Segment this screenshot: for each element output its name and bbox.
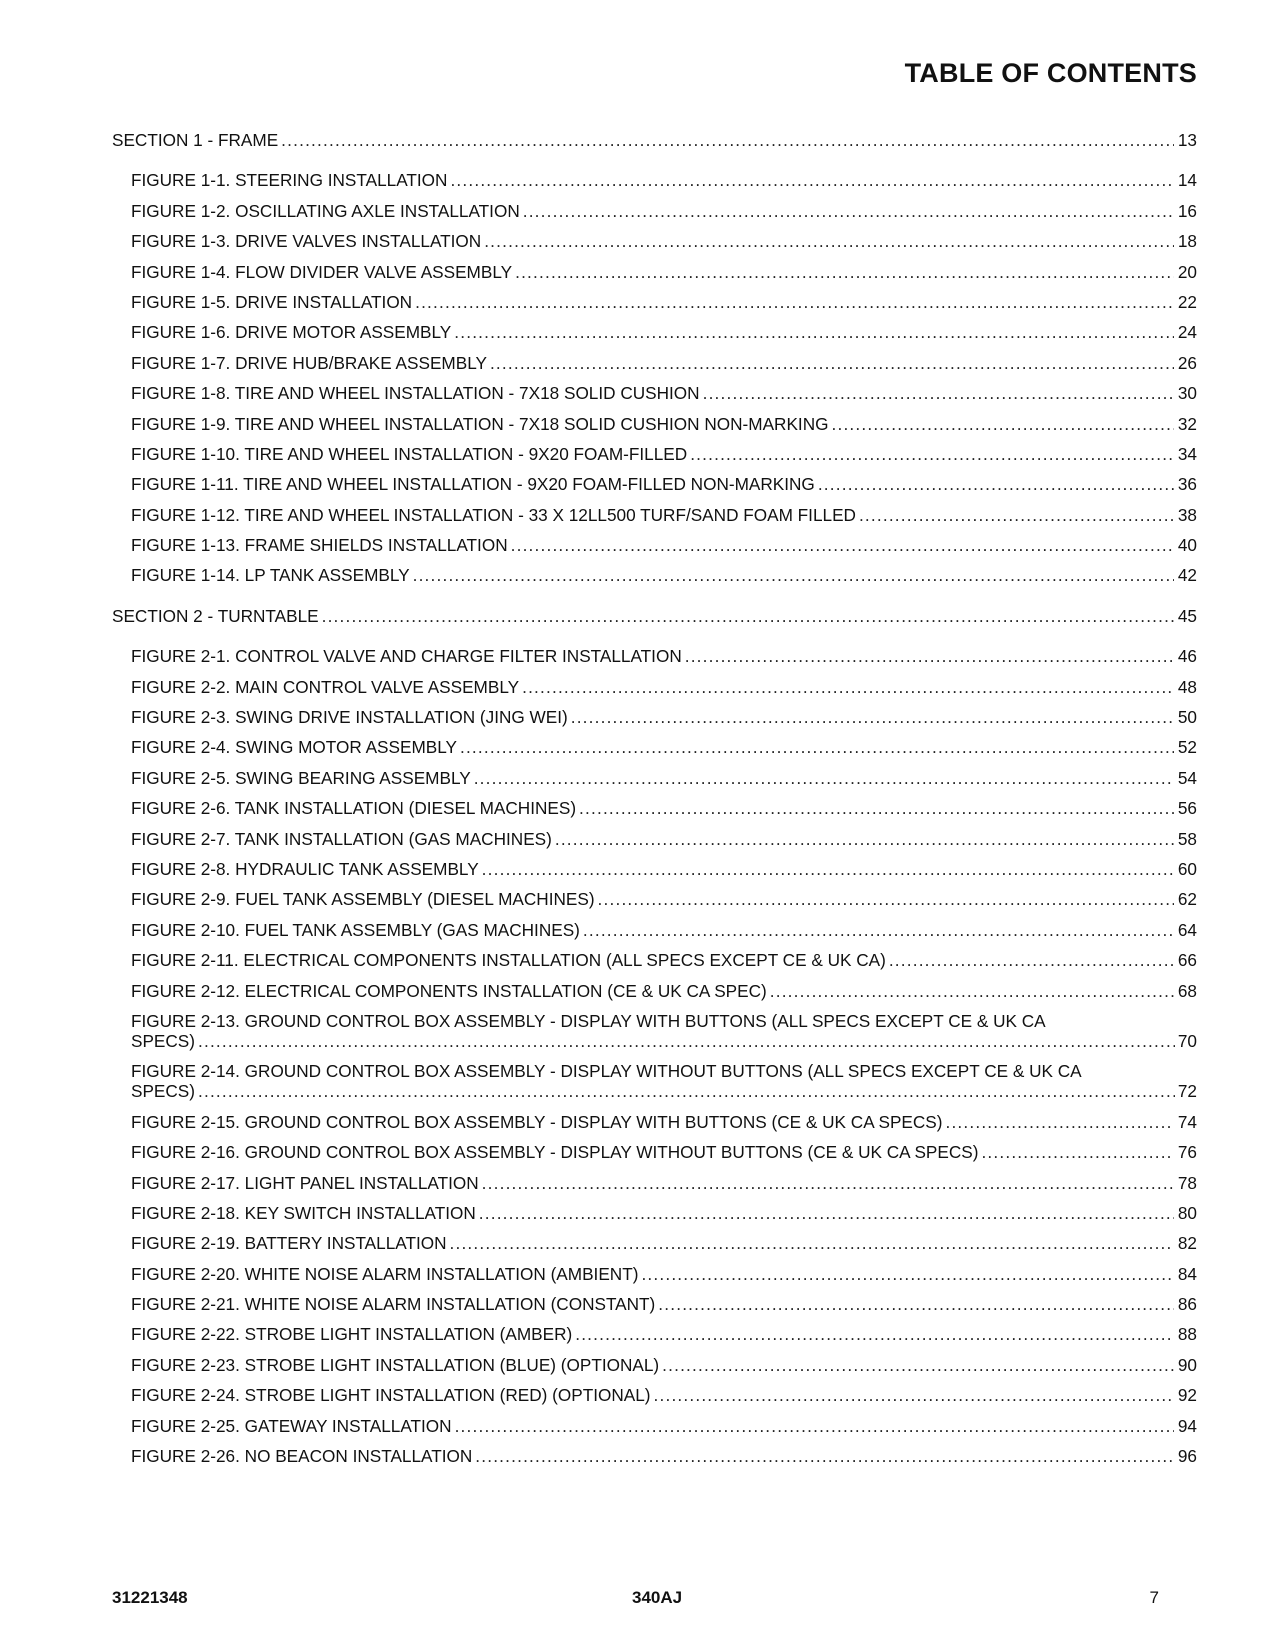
toc-entry-page: 45 <box>1177 605 1197 626</box>
toc-entry-page: 72 <box>1177 1081 1197 1102</box>
dot-leader <box>658 1294 1174 1314</box>
dot-leader <box>690 444 1174 464</box>
dot-leader <box>832 414 1175 434</box>
dot-leader <box>490 353 1174 373</box>
toc-entry-page: 66 <box>1177 950 1197 971</box>
toc-entry-label: FIGURE 2-12. ELECTRICAL COMPONENTS INSTALLATION (CE & UK CA SPEC) <box>131 980 767 1001</box>
toc-entry-page: 30 <box>1177 383 1197 404</box>
dot-leader <box>575 1324 1174 1344</box>
toc-entry-figure[interactable] <box>112 950 1197 970</box>
toc-entry-label: FIGURE 1-5. DRIVE INSTALLATION <box>131 291 413 312</box>
toc-entry-label: FIGURE 2-8. HYDRAULIC TANK ASSEMBLY <box>131 858 479 879</box>
toc-entry-label-continued: SPECS) <box>131 1030 195 1051</box>
toc-entry-page: 94 <box>1177 1415 1197 1436</box>
footer-doc-number: 31221348 <box>112 1588 188 1607</box>
toc-entry-figure[interactable] <box>112 1061 1197 1101</box>
toc-entry-label: FIGURE 1-3. DRIVE VALVES INSTALLATION <box>131 231 482 252</box>
dot-leader <box>482 1173 1174 1193</box>
toc-entry-figure[interactable] <box>112 444 1197 464</box>
toc-entry-label: FIGURE 2-2. MAIN CONTROL VALVE ASSEMBLY <box>131 676 520 697</box>
toc-entry-figure[interactable] <box>112 1446 1197 1466</box>
dot-leader <box>523 201 1174 221</box>
toc-entry-label: FIGURE 1-14. LP TANK ASSEMBLY <box>131 565 410 586</box>
toc-entry-label: FIGURE 1-9. TIRE AND WHEEL INSTALLATION - 7X18 SOLID CUSHION NON-MARKING <box>131 413 829 434</box>
toc-entry-page: 50 <box>1177 707 1197 728</box>
toc-entry-label: FIGURE 2-5. SWING BEARING ASSEMBLY <box>131 767 471 788</box>
dot-leader <box>522 677 1174 697</box>
toc-entry-figure[interactable] <box>112 201 1197 221</box>
page-footer <box>112 1588 1197 1610</box>
toc-entry-figure[interactable] <box>112 1233 1197 1253</box>
toc-entry-label: FIGURE 2-22. STROBE LIGHT INSTALLATION (AMBER) <box>131 1324 573 1345</box>
toc-entry-page: 26 <box>1177 352 1197 373</box>
toc-entry-label: FIGURE 1-1. STEERING INSTALLATION <box>131 170 448 191</box>
toc-entry-figure[interactable] <box>112 170 1197 190</box>
dot-leader <box>322 606 1174 626</box>
toc-entry-figure[interactable] <box>112 1173 1197 1193</box>
toc-entry-label: FIGURE 2-10. FUEL TANK ASSEMBLY (GAS MACHINES) <box>131 919 580 940</box>
toc-entry-label: FIGURE 2-13. GROUND CONTROL BOX ASSEMBLY - DISPLAY WITH BUTTONS (ALL SPECS EXCEPT CE & UK CA <box>131 1010 1046 1031</box>
toc-entry-label: FIGURE 2-9. FUEL TANK ASSEMBLY (DIESEL MACHINES) <box>131 889 595 910</box>
toc-entry-figure[interactable] <box>112 1355 1197 1375</box>
toc-entry-figure[interactable] <box>112 474 1197 494</box>
toc-entry-section[interactable] <box>112 130 1197 150</box>
dot-leader <box>198 1031 1175 1051</box>
dot-leader <box>415 292 1174 312</box>
toc-entry-page: 80 <box>1177 1202 1197 1223</box>
dot-leader <box>583 920 1174 940</box>
toc-entry-label: FIGURE 2-4. SWING MOTOR ASSEMBLY <box>131 737 457 758</box>
toc-entry-figure[interactable] <box>112 1416 1197 1436</box>
footer-model: 340AJ <box>632 1588 683 1607</box>
toc-entry-figure[interactable] <box>112 646 1197 666</box>
toc-entry-page: 92 <box>1177 1385 1197 1406</box>
toc-entry-label: FIGURE 1-2. OSCILLATING AXLE INSTALLATION <box>131 200 520 221</box>
toc-entry-label: FIGURE 1-10. TIRE AND WHEEL INSTALLATION - 9X20 FOAM-FILLED <box>131 443 688 464</box>
toc-entry-label: FIGURE 1-12. TIRE AND WHEEL INSTALLATION - 33 X 12LL500 TURF/SAND FOAM FILLED <box>131 504 856 525</box>
toc-entry-label: FIGURE 1-13. FRAME SHIELDS INSTALLATION <box>131 535 508 556</box>
toc-entry-page: 88 <box>1177 1324 1197 1345</box>
toc-entry-label: FIGURE 2-7. TANK INSTALLATION (GAS MACHINES) <box>131 828 552 849</box>
toc-entry-figure[interactable] <box>112 322 1197 342</box>
toc-entry-page: 32 <box>1177 413 1197 434</box>
toc-entry-figure[interactable] <box>112 889 1197 909</box>
toc-entry-label: FIGURE 2-6. TANK INSTALLATION (DIESEL MACHINES) <box>131 798 577 819</box>
toc-entry-page: 34 <box>1177 443 1197 464</box>
toc-entry-label: FIGURE 2-19. BATTERY INSTALLATION <box>131 1233 447 1254</box>
dot-leader <box>482 859 1174 879</box>
toc-entry-label-continued: SPECS) <box>131 1081 195 1102</box>
toc-entry-label: FIGURE 2-16. GROUND CONTROL BOX ASSEMBLY - DISPLAY WITHOUT BUTTONS (CE & UK CA SPECS) <box>131 1142 979 1163</box>
toc-entry-page: 42 <box>1177 565 1197 586</box>
toc-entry-label: FIGURE 2-23. STROBE LIGHT INSTALLATION (BLUE) (OPTIONAL) <box>131 1354 660 1375</box>
toc-entry-page: 16 <box>1177 200 1197 221</box>
dot-leader <box>889 950 1174 970</box>
dot-leader <box>685 646 1174 666</box>
toc-entry-figure[interactable] <box>112 292 1197 312</box>
dot-leader <box>198 1081 1175 1101</box>
toc-entry-page: 36 <box>1177 474 1197 495</box>
toc-entry-figure[interactable] <box>112 829 1197 849</box>
toc-entry-label: FIGURE 1-8. TIRE AND WHEEL INSTALLATION - 7X18 SOLID CUSHION <box>131 383 700 404</box>
toc-entry-label: FIGURE 2-1. CONTROL VALVE AND CHARGE FILTER INSTALLATION <box>131 646 682 667</box>
toc-entry-label: SECTION 2 - TURNTABLE <box>112 605 319 626</box>
toc-entry-page: 56 <box>1177 798 1197 819</box>
toc-entry-label: FIGURE 2-15. GROUND CONTROL BOX ASSEMBLY - DISPLAY WITH BUTTONS (CE & UK CA SPECS) <box>131 1111 943 1132</box>
toc-entry-label: FIGURE 1-4. FLOW DIVIDER VALVE ASSEMBLY <box>131 261 513 282</box>
toc-entry-figure[interactable] <box>112 1385 1197 1405</box>
toc-entry-label: FIGURE 2-17. LIGHT PANEL INSTALLATION <box>131 1172 479 1193</box>
toc-entry-figure[interactable] <box>112 920 1197 940</box>
toc-entry-figure[interactable] <box>112 1112 1197 1132</box>
dot-leader <box>579 798 1174 818</box>
dot-leader <box>555 829 1174 849</box>
toc-entry-page: 62 <box>1177 889 1197 910</box>
toc-entry-label: FIGURE 2-3. SWING DRIVE INSTALLATION (JING WEI) <box>131 707 568 728</box>
dot-leader <box>662 1355 1174 1375</box>
dot-leader <box>450 170 1174 190</box>
dot-leader <box>945 1112 1174 1132</box>
dot-leader <box>641 1264 1174 1284</box>
toc-entry-page: 86 <box>1177 1294 1197 1315</box>
toc-entry-figure[interactable] <box>112 1324 1197 1344</box>
toc-entry-page: 70 <box>1177 1030 1197 1051</box>
dot-leader <box>571 707 1174 727</box>
table-of-contents <box>112 130 1197 1466</box>
dot-leader <box>484 231 1174 251</box>
toc-entry-section[interactable] <box>112 606 1197 626</box>
toc-entry-page: 13 <box>1177 130 1197 150</box>
toc-entry-label: FIGURE 2-14. GROUND CONTROL BOX ASSEMBLY - DISPLAY WITHOUT BUTTONS (ALL SPECS EXCEPT CE & UK CA <box>131 1061 1082 1082</box>
toc-entry-page: 14 <box>1177 170 1197 191</box>
toc-entry-figure[interactable] <box>112 1011 1197 1051</box>
footer-page-number: 7 <box>1149 1588 1159 1607</box>
dot-leader <box>450 1233 1175 1253</box>
toc-entry-label: SECTION 1 - FRAME <box>112 130 279 150</box>
toc-entry-figure[interactable] <box>112 737 1197 757</box>
toc-entry-figure[interactable] <box>112 535 1197 555</box>
dot-leader <box>455 1416 1174 1436</box>
toc-entry-page: 60 <box>1177 858 1197 879</box>
toc-entry-page: 90 <box>1177 1354 1197 1375</box>
toc-entry-figure[interactable] <box>112 1264 1197 1284</box>
toc-entry-page: 52 <box>1177 737 1197 758</box>
toc-entry-figure[interactable] <box>112 262 1197 282</box>
toc-entry-page: 48 <box>1177 676 1197 697</box>
toc-entry-page: 38 <box>1177 504 1197 525</box>
toc-entry-figure[interactable] <box>112 859 1197 879</box>
toc-entry-figure[interactable] <box>112 565 1197 585</box>
dot-leader <box>281 130 1174 150</box>
toc-entry-page: 20 <box>1177 261 1197 282</box>
dot-leader <box>479 1203 1174 1223</box>
toc-entry-page: 68 <box>1177 980 1197 1001</box>
toc-entry-label: FIGURE 2-26. NO BEACON INSTALLATION <box>131 1446 473 1467</box>
toc-entry-label: FIGURE 1-6. DRIVE MOTOR ASSEMBLY <box>131 322 452 343</box>
toc-entry-page: 54 <box>1177 767 1197 788</box>
toc-entry-figure[interactable] <box>112 677 1197 697</box>
dot-leader <box>654 1385 1174 1405</box>
toc-entry-figure[interactable] <box>112 768 1197 788</box>
dot-leader <box>981 1142 1174 1162</box>
toc-entry-label: FIGURE 2-18. KEY SWITCH INSTALLATION <box>131 1202 476 1223</box>
toc-entry-page: 84 <box>1177 1263 1197 1284</box>
toc-entry-page: 24 <box>1177 322 1197 343</box>
page-title: TABLE OF CONTENTS <box>904 58 1197 88</box>
toc-entry-page: 46 <box>1177 646 1197 667</box>
toc-entry-figure[interactable] <box>112 798 1197 818</box>
toc-entry-label: FIGURE 2-25. GATEWAY INSTALLATION <box>131 1415 452 1436</box>
dot-leader <box>475 1446 1174 1466</box>
toc-entry-figure[interactable] <box>112 505 1197 525</box>
toc-entry-page: 40 <box>1177 535 1197 556</box>
dot-leader <box>818 474 1174 494</box>
toc-entry-figure[interactable] <box>112 1294 1197 1314</box>
dot-leader <box>474 768 1174 788</box>
toc-entry-label: FIGURE 1-7. DRIVE HUB/BRAKE ASSEMBLY <box>131 352 487 373</box>
toc-entry-label: FIGURE 2-20. WHITE NOISE ALARM INSTALLATION (AMBIENT) <box>131 1263 639 1284</box>
toc-entry-page: 78 <box>1177 1172 1197 1193</box>
toc-entry-figure[interactable] <box>112 981 1197 1001</box>
toc-entry-label: FIGURE 1-11. TIRE AND WHEEL INSTALLATION - 9X20 FOAM-FILLED NON-MARKING <box>131 474 815 495</box>
dot-leader <box>454 322 1174 342</box>
toc-entry-label: FIGURE 2-21. WHITE NOISE ALARM INSTALLATION (CONSTANT) <box>131 1294 656 1315</box>
toc-entry-figure[interactable] <box>112 231 1197 251</box>
toc-entry-label: FIGURE 2-11. ELECTRICAL COMPONENTS INSTALLATION (ALL SPECS EXCEPT CE & UK CA) <box>131 950 886 971</box>
toc-entry-figure[interactable] <box>112 414 1197 434</box>
dot-leader <box>859 505 1174 525</box>
dot-leader <box>598 889 1174 909</box>
toc-entry-figure[interactable] <box>112 1203 1197 1223</box>
toc-entry-page: 82 <box>1177 1233 1197 1254</box>
toc-entry-page: 18 <box>1177 231 1197 252</box>
toc-entry-figure[interactable] <box>112 383 1197 403</box>
toc-entry-page: 58 <box>1177 828 1197 849</box>
toc-entry-figure[interactable] <box>112 1142 1197 1162</box>
toc-entry-label: FIGURE 2-24. STROBE LIGHT INSTALLATION (RED) (OPTIONAL) <box>131 1385 651 1406</box>
toc-entry-figure[interactable] <box>112 707 1197 727</box>
toc-entry-page: 74 <box>1177 1111 1197 1132</box>
toc-entry-page: 76 <box>1177 1142 1197 1163</box>
dot-leader <box>460 737 1174 757</box>
toc-entry-figure[interactable] <box>112 353 1197 373</box>
toc-entry-page: 96 <box>1177 1446 1197 1467</box>
dot-leader <box>703 383 1174 403</box>
dot-leader <box>770 981 1174 1001</box>
toc-entry-page: 64 <box>1177 919 1197 940</box>
toc-entry-page: 22 <box>1177 291 1197 312</box>
dot-leader <box>515 262 1174 282</box>
dot-leader <box>413 565 1174 585</box>
dot-leader <box>511 535 1174 555</box>
